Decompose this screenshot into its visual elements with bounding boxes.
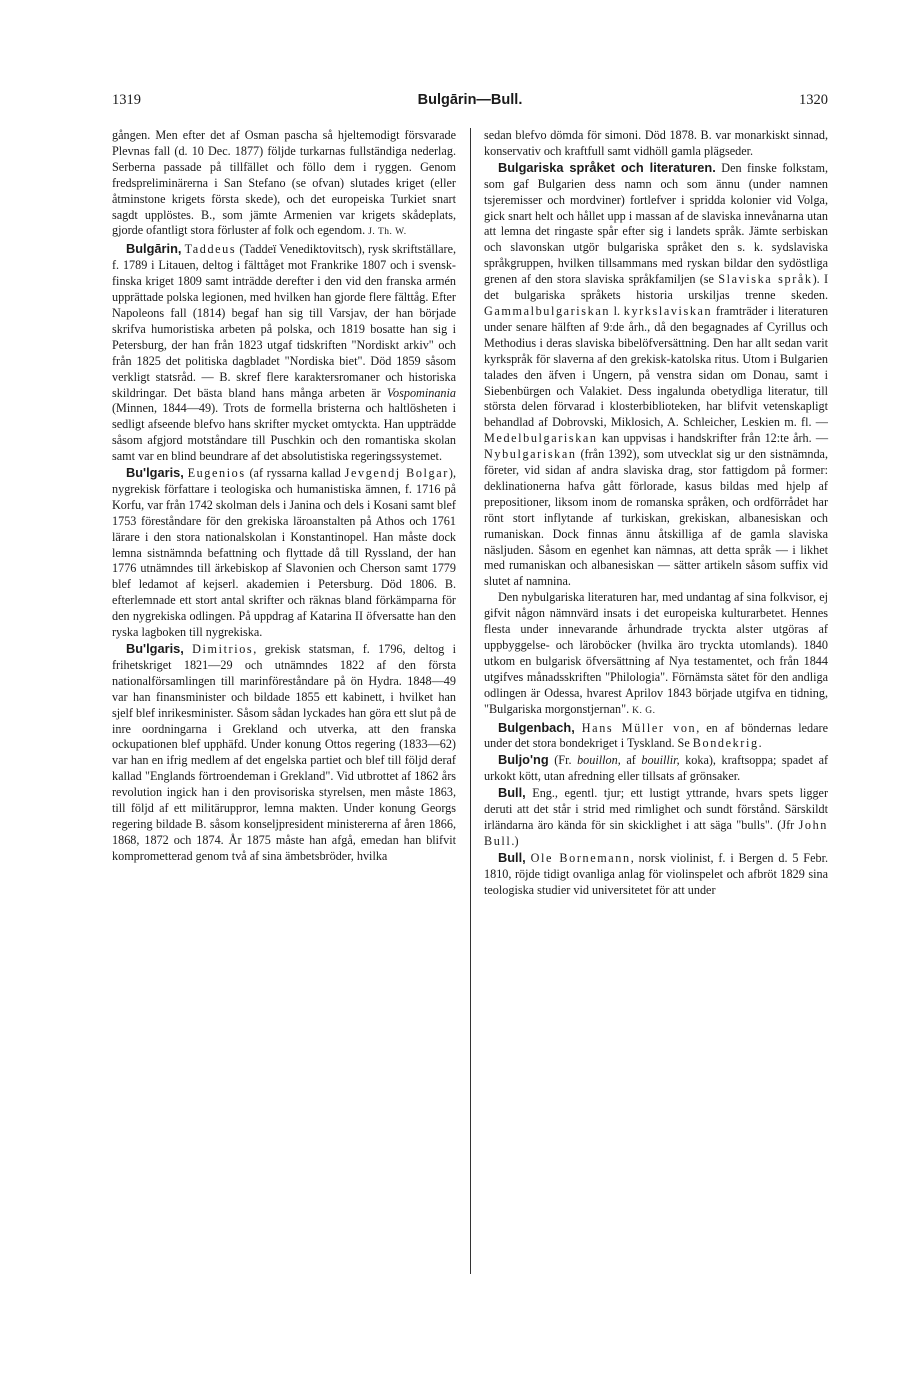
entry-text: framträder i literaturen under senare hälften af 9:de årh., då den begagnades af Cyrillus och Methodius i deras slaviska bibelöfversättning. Den har allt sedan varit kyrkspråk för slaverna af den grekisk-katolska ritus. Utom i Bulgarien talades den äfven i Ungern, på venstra sidan om Donau, samt i Siebenbürgen och Valakiet. Dess ingalunda obetydliga literatur, till största delen förvarad i klosterbiblioteken, har blifvit vetenskapligt behandlad af Dobrovski, Miklosich, A. Schleicher, Leskien m. fl. — [484, 303, 829, 430]
entry-text: , en af böndernas ledare under det stora bondekriget i Tyskland. Se [484, 720, 829, 751]
entry-headword: Bulgārin, [126, 241, 182, 257]
page-number-left: 1319 [112, 92, 141, 108]
entry-text: , norsk violinist, f. i Bergen d. 5 Febr. 1810, röjde tidigt ovanliga anlag för violinspelet och afbröt 1829 sina teologiska studier vid universitetet för att under [484, 850, 829, 897]
entry-text: (Taddeï Venediktovitsch), rysk skriftställare, f. 1789 i Litauen, deltog i fälttåget mot Frankrike 1807 och i svensk-finska kriget 1809 samt inträdde derefter i den vid den franska armén upprättade polska legionen, med hvilken han gjorde flere fälttåg. Efter Napoleons fall (1814) begaf han sig till Varsjav, der han började skrifva humoristiska arbeten på polska, och 1819 bosatte han sig i Petersburg, der han från 1823 utgaf tidskriften "Nordiskt arkiv" och från 1825 det politiska dagbladet "Nordiska biet". Död 1859 såsom verkligt statsråd. — B. skref flere karaktersromaner och historiska skildringar. Det bästa bland hans många arbeten är [112, 242, 457, 400]
entry-text: kan uppvisas i handskrifter från 12:te årh. — [601, 431, 829, 446]
entry-name-alt: Jevgendj Bolgar [344, 466, 449, 481]
entry-text: (Minnen, 1844—49). Trots de formella bristerna och haltlösheten i sedligt afseende blefvo hans skrifter mycket omtyckta. Han uppträdde såsom afgjord motståndare till Puschkin och den romantiska skolan samt var en blind beundrare af det absolutistiska regeringssystemet. [112, 401, 456, 464]
entry-headword: Buljo'ng [498, 752, 549, 768]
continued-paragraph [112, 128, 456, 241]
term: Gammalbulgariskan [484, 303, 611, 318]
running-title: Bulgārin—Bull. [417, 92, 523, 108]
entry-text: (Fr. [554, 753, 572, 768]
column-divider [470, 128, 471, 1274]
entry-text: , grekisk statsman, f. 1796, deltog i frihetskriget 1821—29 och utnämndes 1822 af den första nationalförsamlingen till marinföreståndare på ön Hydra. 1848—49 var han finansminister och bildade 1855 ett kabinett, i hvilket han sjelf blef inrikesminister. Såsom sådan lyckades han göra ett slut på de inre oordningarna i Grekland och utverka, att den franska ockupationen blef upphäfd. Under konung Ottos regering (1833—62) var han en ifrig medlem af det engelska partiet och blef till följd deraf kallad "Englands förtroendeman i Grekland". Vid utbrottet af 1862 års revolution ingick han i den provisoriska styrelsen, men måste 1863, till följd af ett militäruppror, lemna makten. Under konung Georgs regering bildade B. såsom konseljpresident ministererna af åren 1866, 1868, 1872 och 1874. År 1875 måste han afgå, emedan han blifvit komprometterad genom två af sina ämbetsbröder, hvilka [112, 642, 457, 863]
entry-headword: Bulgariska språket och literaturen. [498, 159, 716, 175]
entry-text: af [626, 753, 636, 768]
entry-headword: Bulgenbach, [498, 719, 575, 735]
term: Nybulgariskan [484, 447, 577, 462]
entry-text: l. [613, 303, 621, 318]
paragraph-text: gången. Men efter det af Osman pascha så hjeltemodigt försvarade Plevnas fall (d. 10 Dec. 1877) följde turkarnas fullständiga nederlag. Serberna passade på tillfället och föllo dem i ryggen. Genom fredspreliminärerna i San Stefano (se ofvan) slutades kriget (eller åtminstone krigets första skede), och det europeiska Turkiet snart sagdt upplöstes. B., som jämte Armenien var krigets skådeplats, gjorde ofantligt stora förluster af folk och egendom. [112, 128, 456, 238]
entry-text: (från 1392), som utvecklat sig ur den sistnämnda, företer, vid sidan af andra slaviska drag, stor fattigdom på former: deklinationerna hafva gått förlorade, kasus bildas med hjelp af prepositioner, liksom inom de romanska språken, och ordförrådet har rönt stort inflytande af turkiskan, grekiskan, albanesiskan och rumaniskan. Dock finnas ännu åtskilliga af de gamla slaviska näsljuden. Såsom en egenhet kan nämnas, att detta språk — i likhet med rumaniskan och albanesiskan — sätter artikeln såsom suffix vid slutet af namnina. [484, 447, 829, 589]
entry-bulgarin [112, 241, 456, 465]
paragraph-nybulgariska-literatur [484, 590, 828, 719]
entry-bull-ole [484, 850, 828, 899]
page-number-right: 1320 [799, 92, 828, 108]
entry-text: koka), kraftsoppa; spadet af urkokt kött, utan afredning eller tillsats af grönsaker. [484, 753, 829, 784]
entry-name: Hans Müller von [581, 720, 697, 735]
etymology-term: bouillon, [577, 753, 621, 768]
entry-text: (af ryssarna kallad [249, 466, 341, 481]
right-column [484, 128, 828, 899]
entry-text: ), nygrekisk författare i teologiska och humanistiska ämnen, f. 1716 på Korfu, var från 1742 skolman dels i Janina och dels i Kosani samt blef 1753 föreståndare för den grekiska läroanstalten på Athos och 1761 lärare i den stora nationalskolan i Konstantinopel. Han måste dock lemna sistnämnda befattning och flyttade då till Ryssland, der han 1776 utnämndes till ärkebiskop af Slavonien och Cherson samt 1779 blef ledamot af kejserl. akademien i Petersburg. Död 1806. B. efterlemnade ett stort antal skrifter och räknas bland förkämparna för den nygrekiska odlingen. På uppdrag af Katarina II öfversatte han den ryska lagboken till nygrekiska. [112, 466, 457, 640]
entry-bulgaris-dimitrios [112, 641, 456, 865]
cross-reference: John Bull [484, 817, 828, 848]
continued-paragraph: sedan blefvo dömda för simoni. Död 1878. B. var monarkiskt sinnad, konservativ och kraftfull samt vidhöll gamla plägseder. [484, 128, 828, 158]
entry-bull-eng [484, 785, 828, 850]
entry-bulgariska-spraket [484, 160, 828, 590]
entry-text: Eng., egentl. tjur; ett lustigt yttrande, hvars spets ligger deruti att det står i strid med rimlighet och sundt förstånd. Särskildt irländarna äro kända för sin skicklighet i att säga "bulls". (Jfr [484, 786, 829, 832]
entry-bulgaris-eugenios [112, 465, 456, 641]
cross-reference: Bondekrig [692, 736, 759, 751]
entry-text: . [758, 736, 762, 751]
page-header [112, 92, 828, 112]
entry-buljong [484, 752, 828, 785]
entry-bulgenbach [484, 720, 828, 753]
entry-name: Dimitrios [192, 642, 254, 656]
paragraph-text: Den nybulgariska literaturen har, med undantag af sina folkvisor, ej gifvit någon nämnvärd insats i det europeiska kulturarbetet. Hennes flesta under innevarande århundrade tryckta alster utgöras af uppbyggelse- och läroböcker (hvilka äro tryckta utomlands). 1840 utkom en bulgarisk öfversättning af Nya testamentet, och från 1844 utgifves månadsskriften "Philologia". Förnämsta sätet för den andliga odlingen är Odessa, hvarest Aprilov 1843 började utgifva en tidning, "Bulgariska morgonstjernan". [484, 590, 828, 716]
entry-headword: Bu'lgaris, [126, 465, 184, 481]
term: kyrkslaviskan [623, 303, 713, 318]
entry-text: .) [511, 833, 519, 848]
author-signature: J. Th. W. [368, 227, 407, 238]
term: Medelbulgariskan [484, 431, 598, 446]
entry-headword: Bull, [498, 849, 526, 865]
entry-name: Eugenios [187, 466, 246, 481]
etymology-term: bouillir, [641, 753, 680, 768]
entry-text: ). I det bulgariska språkets historia urskiljas trenne skeden. [484, 272, 828, 303]
entry-name: Ole Bornemann [530, 850, 631, 865]
work-title: Vospominania [386, 385, 456, 400]
entry-headword: Bull, [498, 785, 526, 801]
entry-text: Den finske folkstam, som gaf Bulgarien dess namn och som ännu (under namnen tsjeremisser och mordviner) fortlefver i spridda kolonier vid Volga, gick snart helt och hållet upp i massan af de slaviska innevånarna utan att lemna det ringaste spår efter sig i landets språk. Jämte serbiskan och slavonskan utgör bulgariska språket den s. k. sydslaviska språkgruppen, hvilken tillsammans med ryskan bildar den sydöstliga grenen af den stora slaviska språkfamiljen (se [484, 160, 829, 287]
entry-headword: Bu'lgaris, [126, 641, 184, 656]
entry-name: Taddeus [184, 242, 237, 257]
author-signature: K. G. [632, 705, 656, 716]
cross-reference: Slaviska språk [718, 272, 813, 287]
left-column [112, 128, 456, 865]
